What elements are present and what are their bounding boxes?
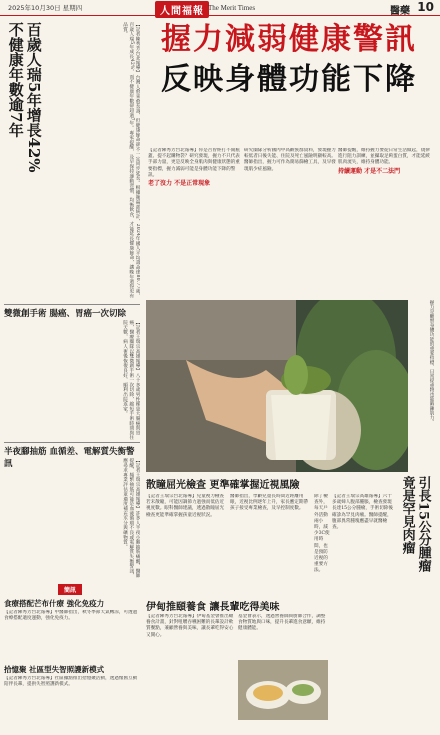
brief-headline-1: 食療搭配芒布什療 強化免疫力 [4,599,105,608]
meal-illustration [238,660,328,720]
issue-date: 2025年10月30日 星期四 [8,4,83,12]
tumor-article-body: 【記者王瑞宗高雄報導】六十多歲婦人腹部腫脹，檢查發現長達15公分腫瘤，手術切除後確診為罕見肉瘤。醫師提醒，腹部異常腫塊應盡早就醫檢查。 [332,494,393,531]
masthead [0,0,440,16]
brief-headline-2: 拾憶聚 社區型失智照護新模式 [4,665,105,674]
eden-headline: 伊甸推頤養食 讓長輩吃得美味 [146,602,280,613]
main-article-col-2: 研究團隊分析國內中高齡族群資料，發現握力較低者日後失能、住院及死亡風險明顯較高。醫師指出，握力可作為簡易篩檢工具，及早發現肌少症風險。 [244,148,336,172]
cramp-headline: 半夜腳抽筋 血循差、電解質失衡警訊 [4,442,140,469]
surgery-article-body: 【記者王瑞宗高雄報導】八十多歲男性罹患大腸癌與胃癌，醫療團隊以雙微創手術一次切除，縮短手術時間與住院天數，病人術後恢復良好，順利出院返家。 [122,320,140,440]
brief-body-1: 【記者陳秀芳台北報導】中醫師指出，秋冬季節天氣轉涼，可透過食療搭配適度運動，強化免疫力。 [4,610,138,621]
newspaper-logo[interactable]: 人間福報 [155,1,209,18]
surgery-headline: 雙微創手術 腸癌、胃癌一次切除 [4,304,140,319]
section-name: 醫藥 [390,6,410,17]
left-article-body: 【記者陳秀芳台北報導】台灣人愈來愈長壽，但健康餘命卻不一定同步延長。根據衛福部統計，2024年國人平均壽命達80.77歲，百歲人瑞5年成長42%，而不健康年數卻超過7年。專家提醒，及早保持運動習慣、均衡飲食，才能延長健康餘命，讓晚年過得更有品質。 [122,22,140,299]
main-article-text-1: 【記者陳秀芳台北報導】你是否曾經打不開瓶蓋、提不起購物袋？研究發現，握力不只代表手部力量，更是反映全身肌肉與健康狀態的重要指標，握力減弱可能是身體功能下降的警訊。 [148,148,240,178]
briefs-tag: 簡訊 [58,584,82,595]
main-article-text-3: 醫師提醒，維持握力要從日常生活做起，規律進行阻力訓練，並攝取足夠蛋白質，才能延緩肌肉流失，維持身體功能。 [338,148,430,166]
newspaper-english-name: The Merit Times [208,4,256,12]
page-number: 10 [417,0,434,14]
main-article-col-1 [148,148,240,298]
main-subhead-1: 老了沒力 不是正常現象 [148,180,211,188]
eden-meal-photo [238,660,328,720]
left-headline-line2: 不健康年數逾7年 [6,22,25,138]
left-headline [4,22,44,252]
tumor-headline-line2: 竟是罕見肉瘤 [399,476,415,554]
myopia-headline: 散瞳屈光檢查 更準確掌握近視風險 [146,480,300,491]
left-headline-line1: 百歲人瑞5年增長42% [24,22,43,173]
myopia-article-col-1: 【記者王瑞宗台北報導】兒童視力檢查若未散瞳，可能因調節力過強而低估近視度數。眼科醫師建議，透過散瞳屈光檢查更能準確掌握孩童近視狀況。 [146,494,225,518]
myopia-article-col-2: 醫師指出，學齡兒童長時間近距離用眼，近視比例逐年上升，家長應定期帶孩子接受專業檢查，及早控制度數。 [230,494,309,512]
photo-illustration [146,300,408,472]
brief-body-2: 【記者陳秀芳台北報導】社區據點推出拾憶聚活動，透過懷舊互動陪伴長輩，提供失智照護新模式。 [4,676,138,687]
main-subhead-2: 持續運動 才是不二法門 [338,167,401,175]
left-column [4,18,140,730]
main-headline-line1: 握力減弱健康警訊 [161,22,417,57]
tumor-headline [398,476,434,726]
main-headline-line2: 反映身體功能下降 [161,62,417,97]
tumor-headline-line1: 引長15公分腫瘤 [415,476,431,573]
main-headline [148,20,430,130]
main-article-col-3 [338,148,432,298]
photo-caption: 握力是觀察身體功能的重要指標，日常提重物也能鍛鍊肌力。 [429,300,434,425]
grip-strength-photo [146,300,408,472]
eden-article-col-1: 【記者陳秀芳台北報導】伊甸基金會推出頤養食計畫，針對咀嚼吞嚥困難的長輩設計軟質餐點，兼顧營養與美味，讓長輩吃得安心又開心。 [146,614,234,638]
cramp-article-body: 【記者王瑞宗高雄報導】許多人半夜小腿抽筋痛醒，醫師提醒，頻繁抽筋可能是血液循環不良或電解質失衡警訊，應尋求專業評估並適度補充水分與礦物質。 [122,458,140,578]
eden-article-col-2: 基金會表示，透過營養師與廚師合作，調整食物質地與口味，提升長輩進食意願，維持健康體能。 [238,614,326,632]
myopia-article-col-3: 除了檢查外，每天戶外活動兩小時，減少3C使用時間，也是預防近視的重要方法。 [314,494,330,574]
